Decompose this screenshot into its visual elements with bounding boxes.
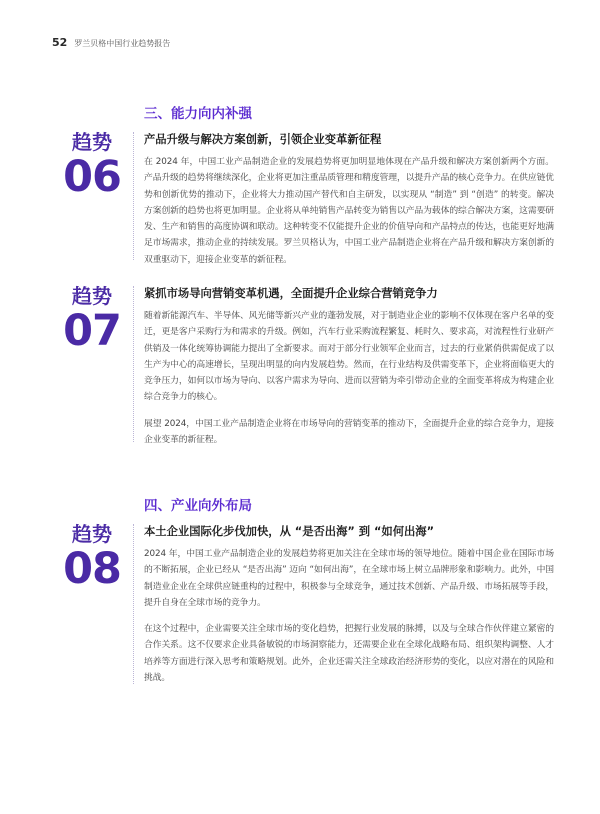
divider-line <box>133 524 134 684</box>
trend-06-badge <box>52 130 132 200</box>
trend-06-content <box>144 132 554 268</box>
page-number: 52 <box>52 36 68 49</box>
trend-07-badge <box>52 284 132 354</box>
section-title-inner-capability: 三、能力向内补强 <box>144 106 252 122</box>
trend-label: 趋势 <box>72 522 112 546</box>
trend-number: 06 <box>63 152 121 202</box>
divider-line <box>133 286 134 442</box>
page-header <box>52 36 170 49</box>
trend-number: 07 <box>63 306 121 356</box>
trend-heading: 产品升级与解决方案创新，引领企业变革新征程 <box>144 133 382 146</box>
trend-label: 趋势 <box>72 284 112 308</box>
divider-line <box>133 132 134 260</box>
trend-heading: 本土企业国际化步伐加快，从 “是否出海” 到 “如何出海” <box>144 525 435 538</box>
trend-number: 08 <box>63 544 121 594</box>
trend-heading: 紧抓市场导向营销变革机遇，全面提升企业综合营销竞争力 <box>144 287 438 300</box>
trend-paragraph: 2024 年，中国工业产品制造企业的发展趋势将更加关注在全球市场的领导地位。随着中国企业在国际市场的不断拓展，企业已经从 “是否出海” 迈向 “如何出海”，在全球市场上树立品牌形象和影响力。此外，中国制造业企业在全球供应链重构的过程中，积极参与全球竞争，通过技术创新、产品升级、市场拓展等手段，提升自身在全球市场的竞争力。 <box>144 549 554 608</box>
trend-paragraph: 在这个过程中，企业需要关注全球市场的变化趋势，把握行业发展的脉搏，以及与全球合作伙伴建立紧密的合作关系。这不仅要求企业具备敏锐的市场洞察能力，还需要企业在全球化战略布局、组织架构调整、人才培养等方面进行深入思考和策略规划。此外，企业还需关注全球政治经济形势的变化，以应对潜在的风险和挑战。 <box>144 624 554 684</box>
section-title-outer-layout: 四、产业向外布局 <box>144 498 252 514</box>
trend-08-badge <box>52 522 132 592</box>
report-title: 罗兰贝格中国行业趋势报告 <box>74 39 171 48</box>
trend-07-content <box>144 286 554 448</box>
trend-08-content <box>144 524 554 686</box>
trend-paragraph: 随着新能源汽车、半导体、风光储等新兴产业的蓬勃发展，对于制造业企业的影响不仅体现在客户名单的变迁，更是客户采购行为和需求的升级。例如，汽车行业采购流程繁复、耗时久、要求高，对流程性行业研产供销及一体化统筹协调能力提出了全新要求。而对于部分行业领军企业而言，过去的行业紧俏供需促成了以生产为中心的高速增长，呈现出明显的向内发展趋势。然而，在行业结构及供需变革下，企业将面临更大的竞争压力，如何以市场为导向、以客户需求为导向、进而以营销为牵引带动企业的全面变革将成为构建企业综合竞争力的核心。 <box>144 311 554 403</box>
trend-paragraph: 在 2024 年，中国工业产品制造企业的发展趋势将更加明显地体现在产品升级和解决方案创新两个方面。产品升级的趋势将继续深化，企业将更加注重品质管理和精度管理，以提升产品的核心竞争力。在供应链优势和创新优势的推动下，企业将大力推动国产替代和自主研发，以实现从 “制造” 到 “创造” 的转变。解决方案创新的趋势也将更加明显。企业将从单纯销售产品转变为销售以产品为载体的综合解决方案，这需要研发、生产和销售的高度协调和联动。这种转变不仅能提升企业的价值导向和产品特点的传达，也能更好地满足市场需求，推动企业的持续发展。罗兰贝格认为，中国工业产品制造企业将在产品升级和解决方案创新的双重驱动下，迎接企业变革的新征程。 <box>144 157 554 265</box>
trend-paragraph: 展望 2024，中国工业产品制造企业将在市场导向的营销变革的推动下，全面提升企业的综合竞争力，迎接企业变革的新征程。 <box>144 418 554 446</box>
trend-label: 趋势 <box>72 130 112 154</box>
